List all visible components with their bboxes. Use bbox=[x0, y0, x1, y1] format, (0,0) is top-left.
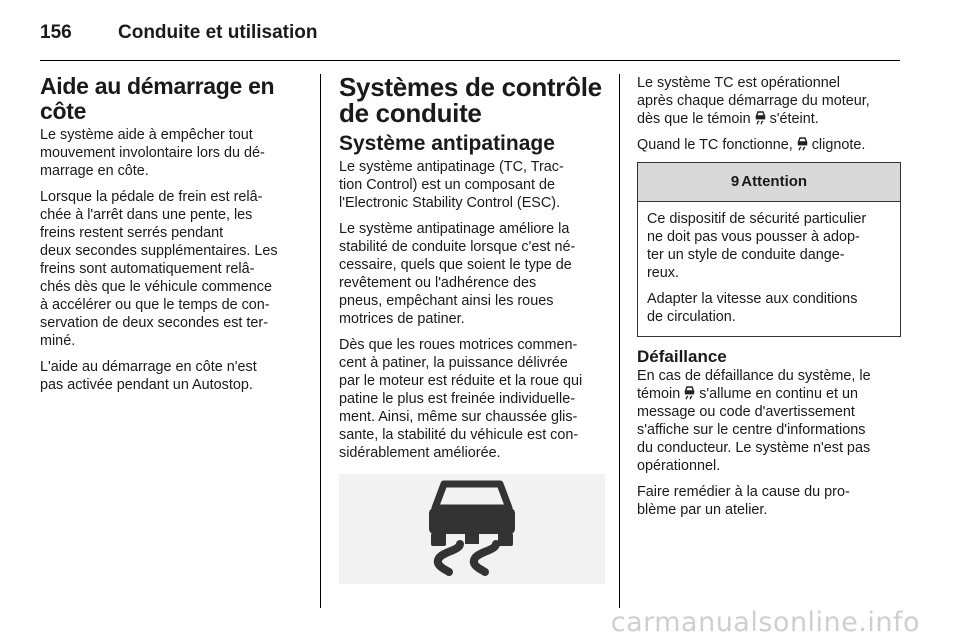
paragraph: Quand le TC fonctionne, clignote. bbox=[637, 137, 866, 153]
traction-control-warning-icon bbox=[797, 137, 808, 151]
paragraph: Adapter la vitesse aux conditions de circulation. bbox=[647, 291, 858, 325]
paragraph: En cas de défaillance du système, le témoin s'allume en continu et un message ou code d'avertissement s'affiche sur le centre d'informations du conducteur. Le système n'est pas opérationnel. bbox=[637, 368, 871, 474]
column-2 bbox=[339, 74, 605, 584]
traction-control-warning-icon bbox=[684, 386, 695, 400]
paragraph: Le système antipatinage (TC, Trac- tion Control) est un composant de l'Electronic Stability Control (ESC). bbox=[339, 159, 564, 211]
header-rule bbox=[40, 60, 900, 61]
paragraph: L'aide au démarrage en côte n'est pas activée pendant un Autostop. bbox=[40, 359, 257, 393]
paragraph: Le système TC est opérationnel après chaque démarrage du moteur, dès que le témoin s'éteint. bbox=[637, 75, 870, 127]
column-1 bbox=[40, 74, 306, 402]
attention-box bbox=[637, 162, 901, 337]
paragraph: Dès que les roues motrices commen- cent à patiner, la puissance délivrée par le moteur est réduite et la roue qui patine le plus est freinée individuelle- ment. Ainsi, même sur chaussée glis- sante, la stabilité du véhicule est con- sidérablement améliorée. bbox=[339, 337, 583, 461]
paragraph: Le système aide à empêcher tout mouvement involontaire lors du dé- marrage en côte. bbox=[40, 127, 265, 179]
column-divider-2 bbox=[619, 74, 620, 608]
warning-triangle-icon: 9 bbox=[730, 173, 740, 190]
traction-control-icon bbox=[419, 478, 525, 578]
watermark: carmanualsonline.info bbox=[610, 607, 920, 638]
section-heading-hill-start: Aide au démarrage en côte bbox=[40, 73, 275, 124]
attention-header bbox=[638, 163, 900, 202]
page-number: 156 bbox=[40, 22, 72, 43]
paragraph: Faire remédier à la cause du pro- blème par un atelier. bbox=[637, 484, 850, 518]
subheading-fault: Défaillance bbox=[637, 347, 727, 366]
section-heading-driving-control: Systèmes de contrôle de conduite bbox=[339, 72, 602, 128]
paragraph: Le système antipatinage améliore la stabilité de conduite lorsque c'est né- cessaire, quels que soient le type de revêtement ou l'adhérence des pneus, empêchant ainsi les roues motrices de patiner. bbox=[339, 221, 576, 327]
paragraph: Ce dispositif de sécurité particulier ne doit pas vous pousser à adop- ter un style de conduite dange- reux. bbox=[647, 211, 867, 281]
subheading-traction-control: Système antipatinage bbox=[339, 132, 555, 155]
page-header bbox=[40, 16, 318, 50]
column-3 bbox=[637, 74, 901, 527]
paragraph: Lorsque la pédale de frein est relâ- chée à l'arrêt dans une pente, les freins restent serrés pendant deux secondes supplémentaires. Les freins sont automatiquement relâ- chés dès que le véhicule commence à accélérer ou que le temps de con- servation de deux secondes est ter- miné. bbox=[40, 189, 278, 349]
column-divider-1 bbox=[320, 74, 321, 608]
attention-body bbox=[638, 202, 900, 336]
traction-control-warning-icon bbox=[755, 111, 766, 125]
running-title: Conduite et utilisation bbox=[118, 22, 318, 43]
attention-title: Attention bbox=[741, 173, 808, 190]
traction-control-illustration bbox=[339, 474, 605, 584]
